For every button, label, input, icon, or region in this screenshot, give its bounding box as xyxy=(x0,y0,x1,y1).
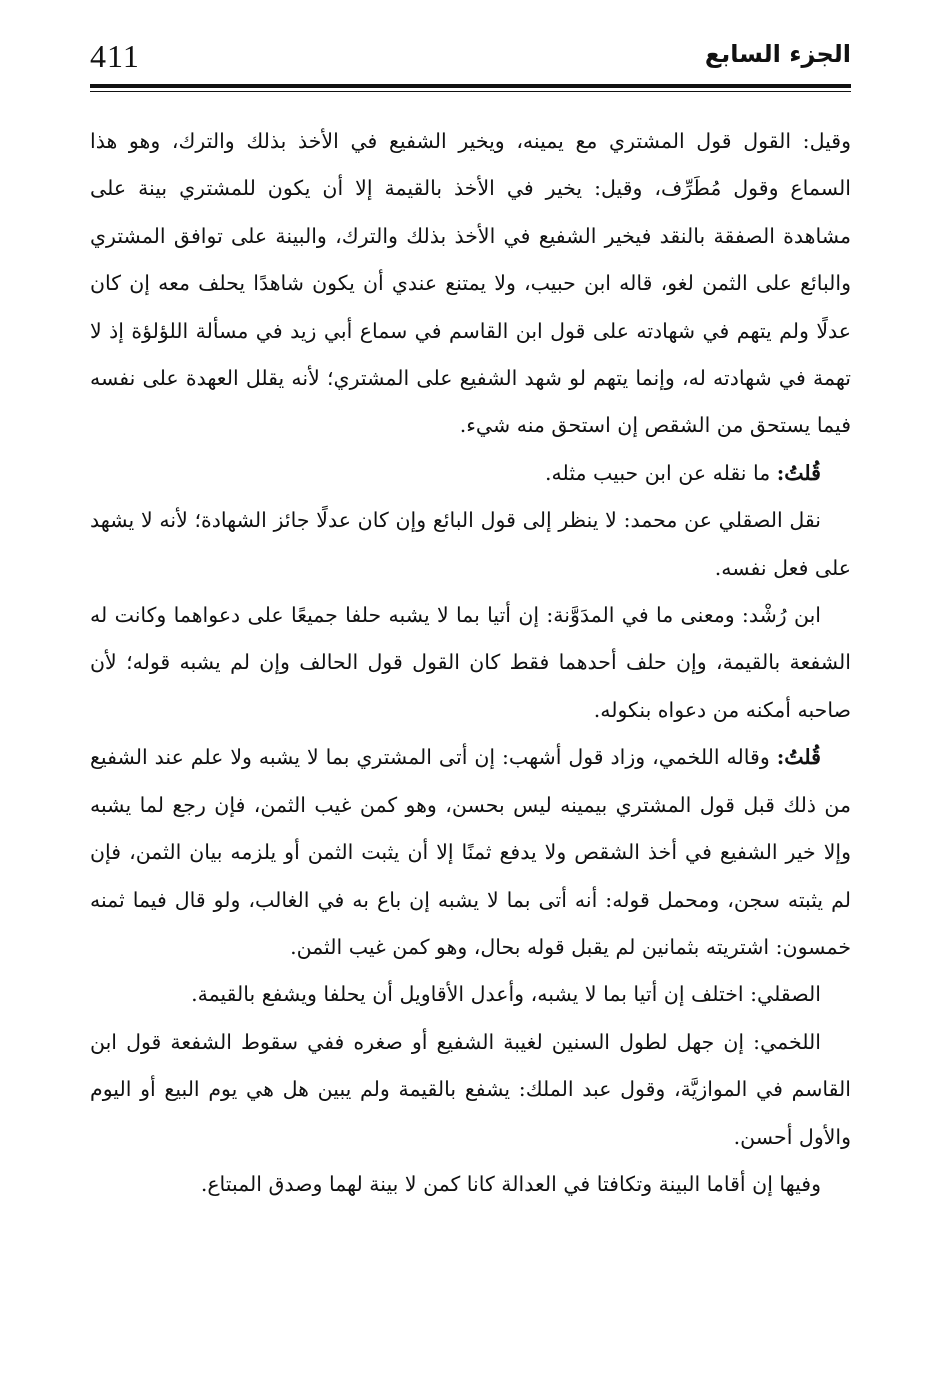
paragraph xyxy=(90,1161,851,1208)
paragraph-text: الصقلي: اختلف إن أتيا بما لا يشبه، وأعدل الأقاويل أن يحلفا ويشفع بالقيمة. xyxy=(191,982,821,1007)
paragraph xyxy=(90,734,851,971)
paragraph-text: ما نقله عن ابن حبيب مثله. xyxy=(545,460,771,485)
paragraph-lead: قُلتُ: xyxy=(776,745,821,770)
paragraph-text: وقاله اللخمي، وزاد قول أشهب: إن أتى المشتري بما لا يشبه ولا علم عند الشفيع من ذلك قبل قول المشتري بيمينه ليس بحسن، وهو كمن غيب الثمن، فإن رجع لما يشبه وإلا خير الشفيع في أخذ الشقص ولا يدفع ثمنًا إلا أن يثبت الثمن أو يلزمه بيان الثمن، فإن لم يثبته سجن، ومحمل قوله: أنه أتى بما لا يشبه إن باع به في الغالب، ولو قال فيما ثمنه خمسون: اشتريته بثمانين لم يقبل قوله بحال، وهو كمن غيب الثمن. xyxy=(90,745,851,959)
page-header xyxy=(90,34,851,94)
paragraph xyxy=(90,1019,851,1161)
paragraph-text: اللخمي: إن جهل لطول السنين لغيبة الشفيع أو صغره ففي سقوط الشفعة قول ابن القاسم في الموازيَّة، وقول عبد الملك: يشفع بالقيمة ولم يبين هل هي يوم البيع أو اليوم والأول أحسن. xyxy=(90,1029,851,1149)
paragraph xyxy=(90,450,851,497)
page-number: 411 xyxy=(90,38,140,74)
paragraph-text: ابن رُشْد: ومعنى ما في المدَوَّنة: إن أتيا بما لا يشبه حلفا جميعًا على دعواهما وكانت له الشفعة بالقيمة، وإن حلف أحدهما فقط كان القول قول الحالف وإن لم يشبه قوله؛ لأن صاحبه أمكنه من دعواه بنكوله. xyxy=(90,603,851,722)
paragraph xyxy=(90,497,851,592)
paragraph-text: وقيل: القول قول المشتري مع يمينه، ويخير الشفيع في الأخذ بذلك والترك، وهو هذا السماع وقول مُطَرِّف، وقيل: يخير في الأخذ بالقيمة إلا أن يكون للمشتري بينة على مشاهدة الصفقة بالنقد فيخير الشفيع في الأخذ بذلك والترك، والبينة على توافق المشتري والبائع على الثمن لغو، قاله ابن حبيب، ولا يمتنع عندي أن يكون شاهدًا يحلف معه إن كان عدلًا ولم يتهم في شهادته على قول ابن القاسم في سماع أبي زيد في مسألة اللؤلؤة إذ لا تهمة في شهادته له، وإنما يتهم لو شهد الشفيع على المشتري؛ لأنه يقلل العهدة على نفسه فيما يستحق من الشقص إن استحق منه شيء. xyxy=(90,129,851,438)
header-rule-thick xyxy=(90,84,851,88)
paragraph xyxy=(90,592,851,734)
paragraph-lead: قُلتُ: xyxy=(776,460,821,485)
running-title: الجزء السابع xyxy=(704,40,851,68)
paragraph xyxy=(90,118,851,450)
paragraph-text: نقل الصقلي عن محمد: لا ينظر إلى قول البائع وإن كان عدلًا جائز الشهادة؛ لأنه لا يشهد على فعل نفسه. xyxy=(90,508,851,580)
paragraph xyxy=(90,971,851,1018)
paragraph-text: وفيها إن أقاما البينة وتكافتا في العدالة كانا كمن لا بينة لهما وصدق المبتاع. xyxy=(200,1171,821,1196)
page-body xyxy=(90,118,851,1208)
header-rule-thin xyxy=(90,91,851,92)
